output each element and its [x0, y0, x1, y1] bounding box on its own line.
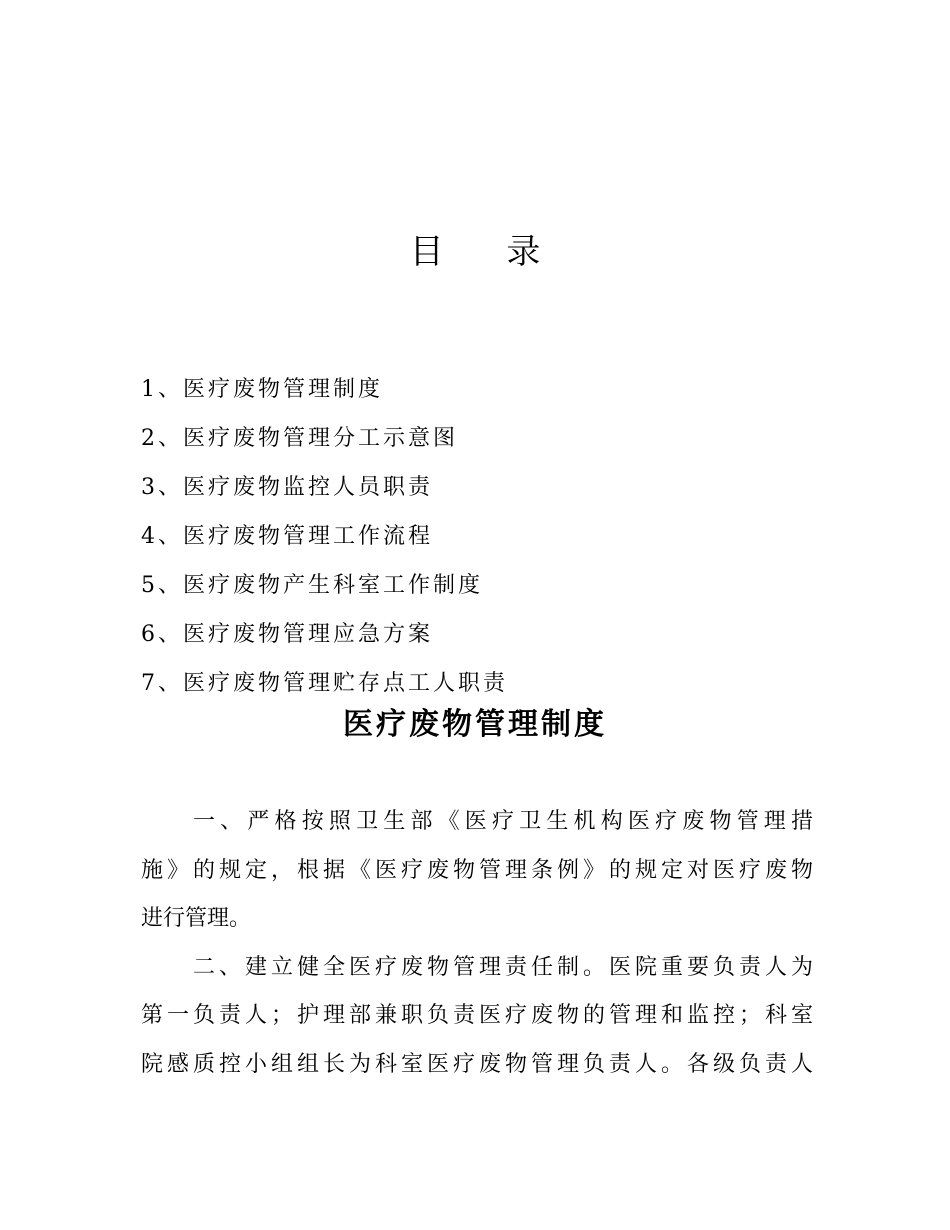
- paragraph-line: 施》的规定，根据《医疗废物管理条例》的规定对医疗废物: [141, 857, 813, 883]
- document-title: 医疗废物管理制度: [343, 707, 607, 742]
- toc-title: 目 录: [409, 232, 567, 272]
- paragraph-line: 院感质控小组组长为科室医疗废物管理负责人。各级负责人: [141, 1051, 813, 1077]
- toc-item: 7、医疗废物管理贮存点工人职责: [141, 671, 508, 696]
- toc-item: 1、医疗废物管理制度: [141, 377, 383, 402]
- document-body: [141, 798, 813, 1089]
- paragraph-1: [141, 798, 813, 944]
- toc-item: 2、医疗废物管理分工示意图: [141, 426, 458, 451]
- paragraph-2: [141, 944, 813, 1090]
- paragraph-line: 一、严格按照卫生部《医疗卫生机构医疗废物管理措: [193, 809, 813, 834]
- paragraph-line: 二、建立健全医疗废物管理责任制。医院重要负责人为: [193, 954, 813, 980]
- paragraph-line: 进行管理。: [141, 906, 252, 931]
- toc-item: 5、医疗废物产生科室工作制度: [141, 573, 483, 598]
- toc-item: 4、医疗废物管理工作流程: [141, 524, 433, 549]
- toc-item: 3、医疗废物监控人员职责: [141, 475, 433, 500]
- paragraph-line: 第一负责人；护理部兼职负责医疗废物的管理和监控；科室: [141, 1003, 813, 1028]
- toc-list: [141, 365, 508, 708]
- toc-item: 6、医疗废物管理应急方案: [141, 622, 433, 647]
